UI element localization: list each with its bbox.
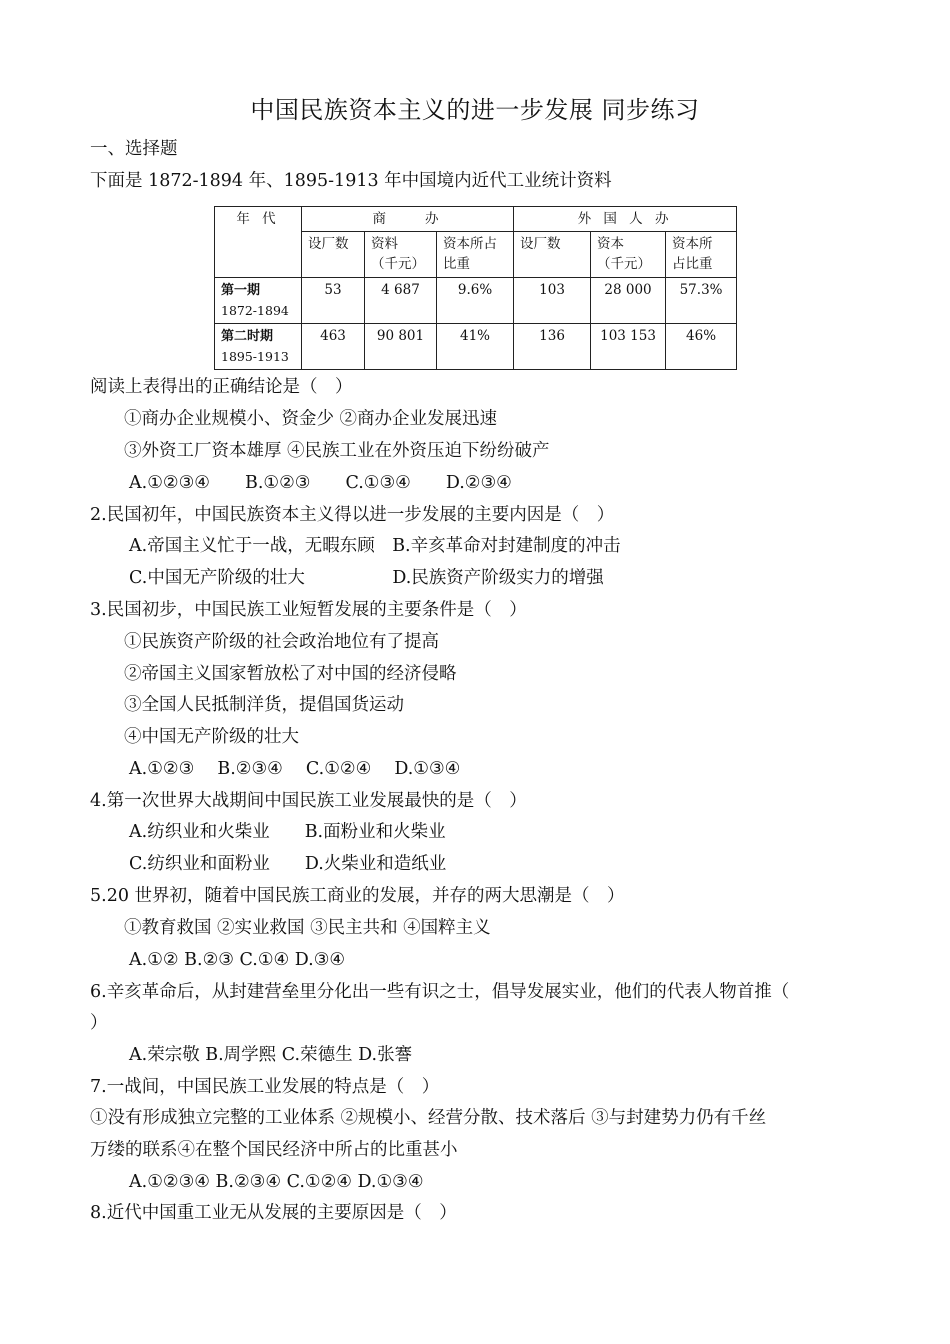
question-2-options: A.帝国主义忙于一战，无暇东顾 B.辛亥革命对封建制度的冲击: [129, 536, 621, 556]
subheader-foreign-factories: 设厂数: [514, 232, 591, 278]
subheader-foreign-capital: 资本 （千元）: [591, 232, 666, 278]
header-foreign: 外 国 人 办: [514, 207, 737, 232]
section-heading: 一、选择题: [90, 139, 178, 159]
table-row: [215, 324, 737, 370]
question-3-statement: ②帝国主义国家暂放松了对中国的经济侵略: [124, 664, 457, 684]
question-7-statement: 万缕的联系④在整个国民经济中所占的比重甚小: [90, 1140, 458, 1160]
question-1-options: A.①②③④ B.①②③ C.①③④ D.②③④: [129, 473, 512, 493]
cell: 103: [514, 278, 591, 324]
question-1-statement: ①商办企业规模小、资金少 ②商办企业发展迅速: [124, 409, 498, 429]
cell: 4 687: [365, 278, 437, 324]
question-1-stem: 阅读上表得出的正确结论是（ ）: [90, 377, 353, 397]
question-7-options: A.①②③④ B.②③④ C.①②④ D.①③④: [129, 1172, 424, 1192]
row-label: 第一期 1872-1894: [215, 278, 302, 324]
question-3-statement: ①民族资产阶级的社会政治地位有了提高: [124, 632, 439, 652]
subheader-merchant-share: 资本所占 比重: [437, 232, 514, 278]
subheader-merchant-capital: 资料 （千元）: [365, 232, 437, 278]
statistics-table: [214, 206, 737, 370]
question-5-statement: ①教育救国 ②实业救国 ③民主共和 ④国粹主义: [124, 918, 491, 938]
table-row: [215, 278, 737, 324]
page-title: 中国民族资本主义的进一步发展 同步练习: [250, 96, 700, 124]
question-4-stem: 4.第一次世界大战期间中国民族工业发展最快的是（ ）: [90, 791, 527, 811]
question-6-stem-end: ）: [90, 1013, 108, 1033]
cell: 46%: [666, 324, 737, 370]
question-6-stem: 6.辛亥革命后，从封建营垒里分化出一些有识之士，倡导发展实业，他们的代表人物首推（: [90, 982, 790, 1002]
table-intro: 下面是 1872-1894 年、1895-1913 年中国境内近代工业统计资料: [90, 171, 612, 191]
question-5-stem: 5.20 世界初，随着中国民族工商业的发展，并存的两大思潮是（ ）: [90, 886, 625, 906]
question-2-options: C.中国无产阶级的壮大 D.民族资产阶级实力的增强: [129, 568, 604, 588]
cell: 53: [302, 278, 365, 324]
question-3-statement: ④中国无产阶级的壮大: [124, 727, 299, 747]
cell: 463: [302, 324, 365, 370]
question-2-stem: 2.民国初年，中国民族资本主义得以进一步发展的主要内因是（ ）: [90, 505, 615, 525]
question-3-stem: 3.民国初步，中国民族工业短暂发展的主要条件是（ ）: [90, 600, 527, 620]
cell: 57.3%: [666, 278, 737, 324]
question-4-options: A.纺织业和火柴业 B.面粉业和火柴业: [129, 822, 446, 842]
question-3-options: A.①②③ B.②③④ C.①②④ D.①③④: [129, 759, 461, 779]
cell: 41%: [437, 324, 514, 370]
header-merchant: 商 办: [302, 207, 514, 232]
row-label: 第二时期 1895-1913: [215, 324, 302, 370]
question-6-options: A.荣宗敬 B.周学熙 C.荣德生 D.张謇: [129, 1045, 413, 1065]
question-4-options: C.纺织业和面粉业 D.火柴业和造纸业: [129, 854, 447, 874]
header-era: 年 代: [215, 207, 302, 278]
question-5-options: A.①② B.②③ C.①④ D.③④: [129, 950, 346, 970]
cell: 103 153: [591, 324, 666, 370]
question-7-stem: 7.一战间，中国民族工业发展的特点是（ ）: [90, 1077, 440, 1097]
question-7-statement: ①没有形成独立完整的工业体系 ②规模小、经营分散、技术落后 ③与封建势力仍有千丝: [90, 1108, 767, 1128]
subheader-merchant-factories: 设厂数: [302, 232, 365, 278]
question-1-statement: ③外资工厂资本雄厚 ④民族工业在外资压迫下纷纷破产: [124, 441, 550, 461]
question-8-stem: 8.近代中国重工业无从发展的主要原因是（ ）: [90, 1203, 457, 1223]
question-3-statement: ③全国人民抵制洋货，提倡国货运动: [124, 695, 404, 715]
subheader-foreign-share: 资本所 占比重: [666, 232, 737, 278]
cell: 136: [514, 324, 591, 370]
cell: 9.6%: [437, 278, 514, 324]
cell: 90 801: [365, 324, 437, 370]
cell: 28 000: [591, 278, 666, 324]
